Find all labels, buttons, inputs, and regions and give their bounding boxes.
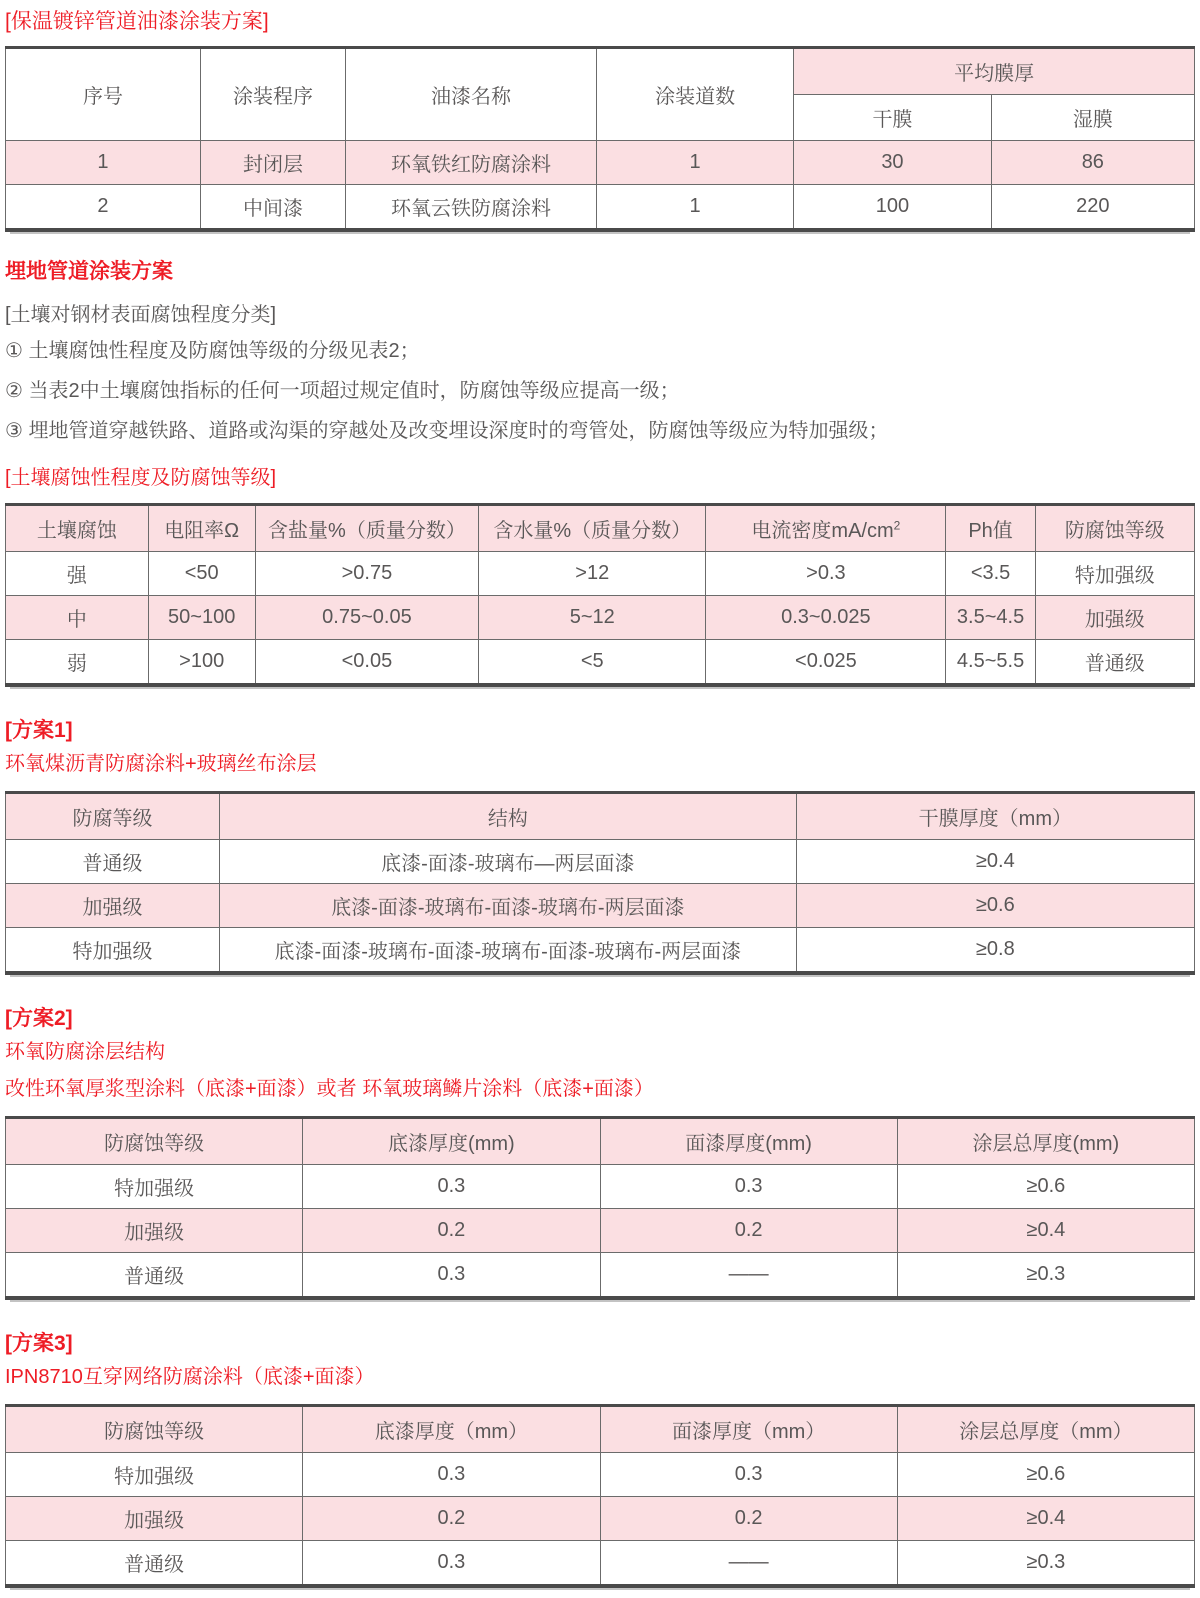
col-header-wet-film: 湿膜 <box>991 95 1194 141</box>
col-header-topcoat-thickness: 面漆厚度（mm） <box>600 1406 897 1453</box>
table-cell: 220 <box>991 185 1194 231</box>
col-header-topcoat-thickness: 面漆厚度(mm) <box>600 1118 897 1165</box>
col-header-dry-film-thickness: 干膜厚度（mm） <box>796 793 1194 840</box>
table-cell: ≥0.4 <box>897 1497 1194 1541</box>
table-row <box>6 840 1195 884</box>
scheme2-subtitle-2: 改性环氧厚浆型涂料（底漆+面漆）或者 环氧玻璃鳞片涂料（底漆+面漆） <box>5 1078 654 1100</box>
table-cell: 1 <box>596 185 793 231</box>
col-header-procedure: 涂装程序 <box>200 48 345 141</box>
table-cell: 加强级 <box>6 1209 303 1253</box>
table-cell: <50 <box>148 552 255 596</box>
soil-corrosion-table <box>5 503 1195 687</box>
col-header-avg-thickness: 平均膜厚 <box>794 48 1195 95</box>
col-header-anticorrosion-grade: 防腐蚀等级 <box>1035 505 1194 552</box>
table-cell: —— <box>600 1541 897 1587</box>
table-cell: 30 <box>794 141 991 185</box>
col-header-resistivity: 电阻率Ω <box>148 505 255 552</box>
col-header-current-density: 电流密度$mA/cm^2$ <box>706 505 946 552</box>
table-row <box>6 884 1195 928</box>
table-cell: 1 <box>6 141 201 185</box>
table-cell: 弱 <box>6 640 149 686</box>
table-cell: 0.2 <box>303 1497 600 1541</box>
table-row <box>6 185 1195 231</box>
table-cell: <0.05 <box>255 640 479 686</box>
table-cell: ≥0.6 <box>897 1453 1194 1497</box>
table-cell: 0.2 <box>600 1209 897 1253</box>
table-cell: 特加强级 <box>6 928 220 974</box>
table-cell: <0.025 <box>706 640 946 686</box>
col-header-structure: 结构 <box>220 793 797 840</box>
table-cell: 0.3 <box>303 1165 600 1209</box>
scheme3-thickness-table <box>5 1404 1195 1588</box>
col-header-ph: Ph值 <box>946 505 1035 552</box>
table-cell: 环氧云铁防腐涂料 <box>346 185 597 231</box>
table-cell: ≥0.3 <box>897 1541 1194 1587</box>
table-cell: 普通级 <box>6 1541 303 1587</box>
section-heading-buried-pipe: 埋地管道涂装方案 <box>5 260 173 283</box>
table-cell: ≥0.3 <box>897 1253 1194 1299</box>
table-cell: 环氧铁红防腐涂料 <box>346 141 597 185</box>
table-cell: ≥0.6 <box>897 1165 1194 1209</box>
table-cell: 普通级 <box>1035 640 1194 686</box>
table-cell: 特加强级 <box>6 1453 303 1497</box>
table-cell: 0.3 <box>303 1253 600 1299</box>
table-cell: 86 <box>991 141 1194 185</box>
col-header-total-thickness: 涂层总厚度（mm） <box>897 1406 1194 1453</box>
col-header-salt-content: 含盐量%（质量分数） <box>255 505 479 552</box>
table-row <box>6 596 1195 640</box>
table-cell: 100 <box>794 185 991 231</box>
table-cell: 0.75~0.05 <box>255 596 479 640</box>
table-cell: >0.75 <box>255 552 479 596</box>
scheme1-heading: [方案1] <box>5 719 73 742</box>
scheme2-thickness-table <box>5 1116 1195 1300</box>
table-cell: >100 <box>148 640 255 686</box>
table-row <box>6 1209 1195 1253</box>
table-header-row <box>6 48 1195 95</box>
table-cell: >12 <box>479 552 706 596</box>
table-row <box>6 1497 1195 1541</box>
table-cell: —— <box>600 1253 897 1299</box>
table-cell: 加强级 <box>1035 596 1194 640</box>
table-row <box>6 1165 1195 1209</box>
superscript-2: 2 <box>893 518 901 533</box>
table-cell: 普通级 <box>6 840 220 884</box>
table-cell: >0.3 <box>706 552 946 596</box>
table-row <box>6 640 1195 686</box>
col-header-grade: 防腐蚀等级 <box>6 1118 303 1165</box>
soil-classification-subheading: [土壤对钢材表面腐蚀程度分类] <box>5 304 277 326</box>
col-header-primer-thickness: 底漆厚度(mm) <box>303 1118 600 1165</box>
table-cell: 4.5~5.5 <box>946 640 1035 686</box>
col-header-grade: 防腐等级 <box>6 793 220 840</box>
table-cell: 3.5~4.5 <box>946 596 1035 640</box>
page-title: [保温镀锌管道油漆涂装方案] <box>5 10 269 33</box>
insulated-pipe-paint-table <box>5 46 1195 232</box>
table-cell: 0.3 <box>303 1541 600 1587</box>
table-cell: ≥0.4 <box>897 1209 1194 1253</box>
note-line-2: ② 当表2中土壤腐蚀指标的任何一项超过规定值时，防腐蚀等级应提高一级； <box>5 380 680 402</box>
table-cell: 底漆-面漆-玻璃布-面漆-玻璃布-面漆-玻璃布-两层面漆 <box>220 928 797 974</box>
scheme3-heading: [方案3] <box>5 1332 73 1355</box>
table-cell: 0.3 <box>600 1165 897 1209</box>
table-cell: ≥0.8 <box>796 928 1194 974</box>
table-cell: 普通级 <box>6 1253 303 1299</box>
soil-corrosion-table-caption: [土壤腐蚀性程度及防腐蚀等级] <box>5 467 277 489</box>
table-row <box>6 1253 1195 1299</box>
table-cell: 特加强级 <box>1035 552 1194 596</box>
scheme2-heading: [方案2] <box>5 1007 73 1030</box>
col-header-paint-name: 油漆名称 <box>346 48 597 141</box>
table-header-row <box>6 1118 1195 1165</box>
table-cell: 特加强级 <box>6 1165 303 1209</box>
scheme1-subtitle: 环氧煤沥青防腐涂料+玻璃丝布涂层 <box>5 753 317 775</box>
note-line-1: ① 土壤腐蚀性程度及防腐蚀等级的分级见表2； <box>5 340 420 362</box>
table-cell: 1 <box>596 141 793 185</box>
table-cell: <5 <box>479 640 706 686</box>
col-header-grade: 防腐蚀等级 <box>6 1406 303 1453</box>
table-cell: ≥0.4 <box>796 840 1194 884</box>
col-header-total-thickness: 涂层总厚度(mm) <box>897 1118 1194 1165</box>
scheme3-subtitle: IPN8710互穿网络防腐涂料（底漆+面漆） <box>5 1366 375 1388</box>
table-cell: 5~12 <box>479 596 706 640</box>
table-cell: 2 <box>6 185 201 231</box>
table-cell: 封闭层 <box>200 141 345 185</box>
col-header-water-content: 含水量%（质量分数） <box>479 505 706 552</box>
table-cell: <3.5 <box>946 552 1035 596</box>
table-cell: 0.3~0.025 <box>706 596 946 640</box>
table-cell: 中间漆 <box>200 185 345 231</box>
table-cell: 底漆-面漆-玻璃布—两层面漆 <box>220 840 797 884</box>
table-row <box>6 552 1195 596</box>
table-cell: 50~100 <box>148 596 255 640</box>
table-header-row <box>6 793 1195 840</box>
table-cell: 0.2 <box>303 1209 600 1253</box>
col-header-seq: 序号 <box>6 48 201 141</box>
table-header-row <box>6 1406 1195 1453</box>
table-cell: ≥0.6 <box>796 884 1194 928</box>
col-header-primer-thickness: 底漆厚度（mm） <box>303 1406 600 1453</box>
table-cell: 加强级 <box>6 884 220 928</box>
table-row <box>6 1453 1195 1497</box>
table-cell: 中 <box>6 596 149 640</box>
scheme2-subtitle-1: 环氧防腐涂层结构 <box>5 1041 165 1063</box>
table-row <box>6 141 1195 185</box>
scheme1-structure-table <box>5 791 1195 975</box>
table-cell: 0.3 <box>600 1453 897 1497</box>
col-header-coats: 涂装道数 <box>596 48 793 141</box>
table-row <box>6 928 1195 974</box>
note-line-3: ③ 埋地管道穿越铁路、道路或沟渠的穿越处及改变埋设深度时的弯管处，防腐蚀等级应为特加强级； <box>5 420 889 442</box>
table-row <box>6 1541 1195 1587</box>
table-cell: 0.3 <box>303 1453 600 1497</box>
table-cell: 加强级 <box>6 1497 303 1541</box>
table-header-row <box>6 505 1195 552</box>
col-header-soil-corrosion: 土壤腐蚀 <box>6 505 149 552</box>
table-cell: 强 <box>6 552 149 596</box>
col-header-dry-film: 干膜 <box>794 95 991 141</box>
table-cell: 底漆-面漆-玻璃布-面漆-玻璃布-两层面漆 <box>220 884 797 928</box>
table-cell: 0.2 <box>600 1497 897 1541</box>
